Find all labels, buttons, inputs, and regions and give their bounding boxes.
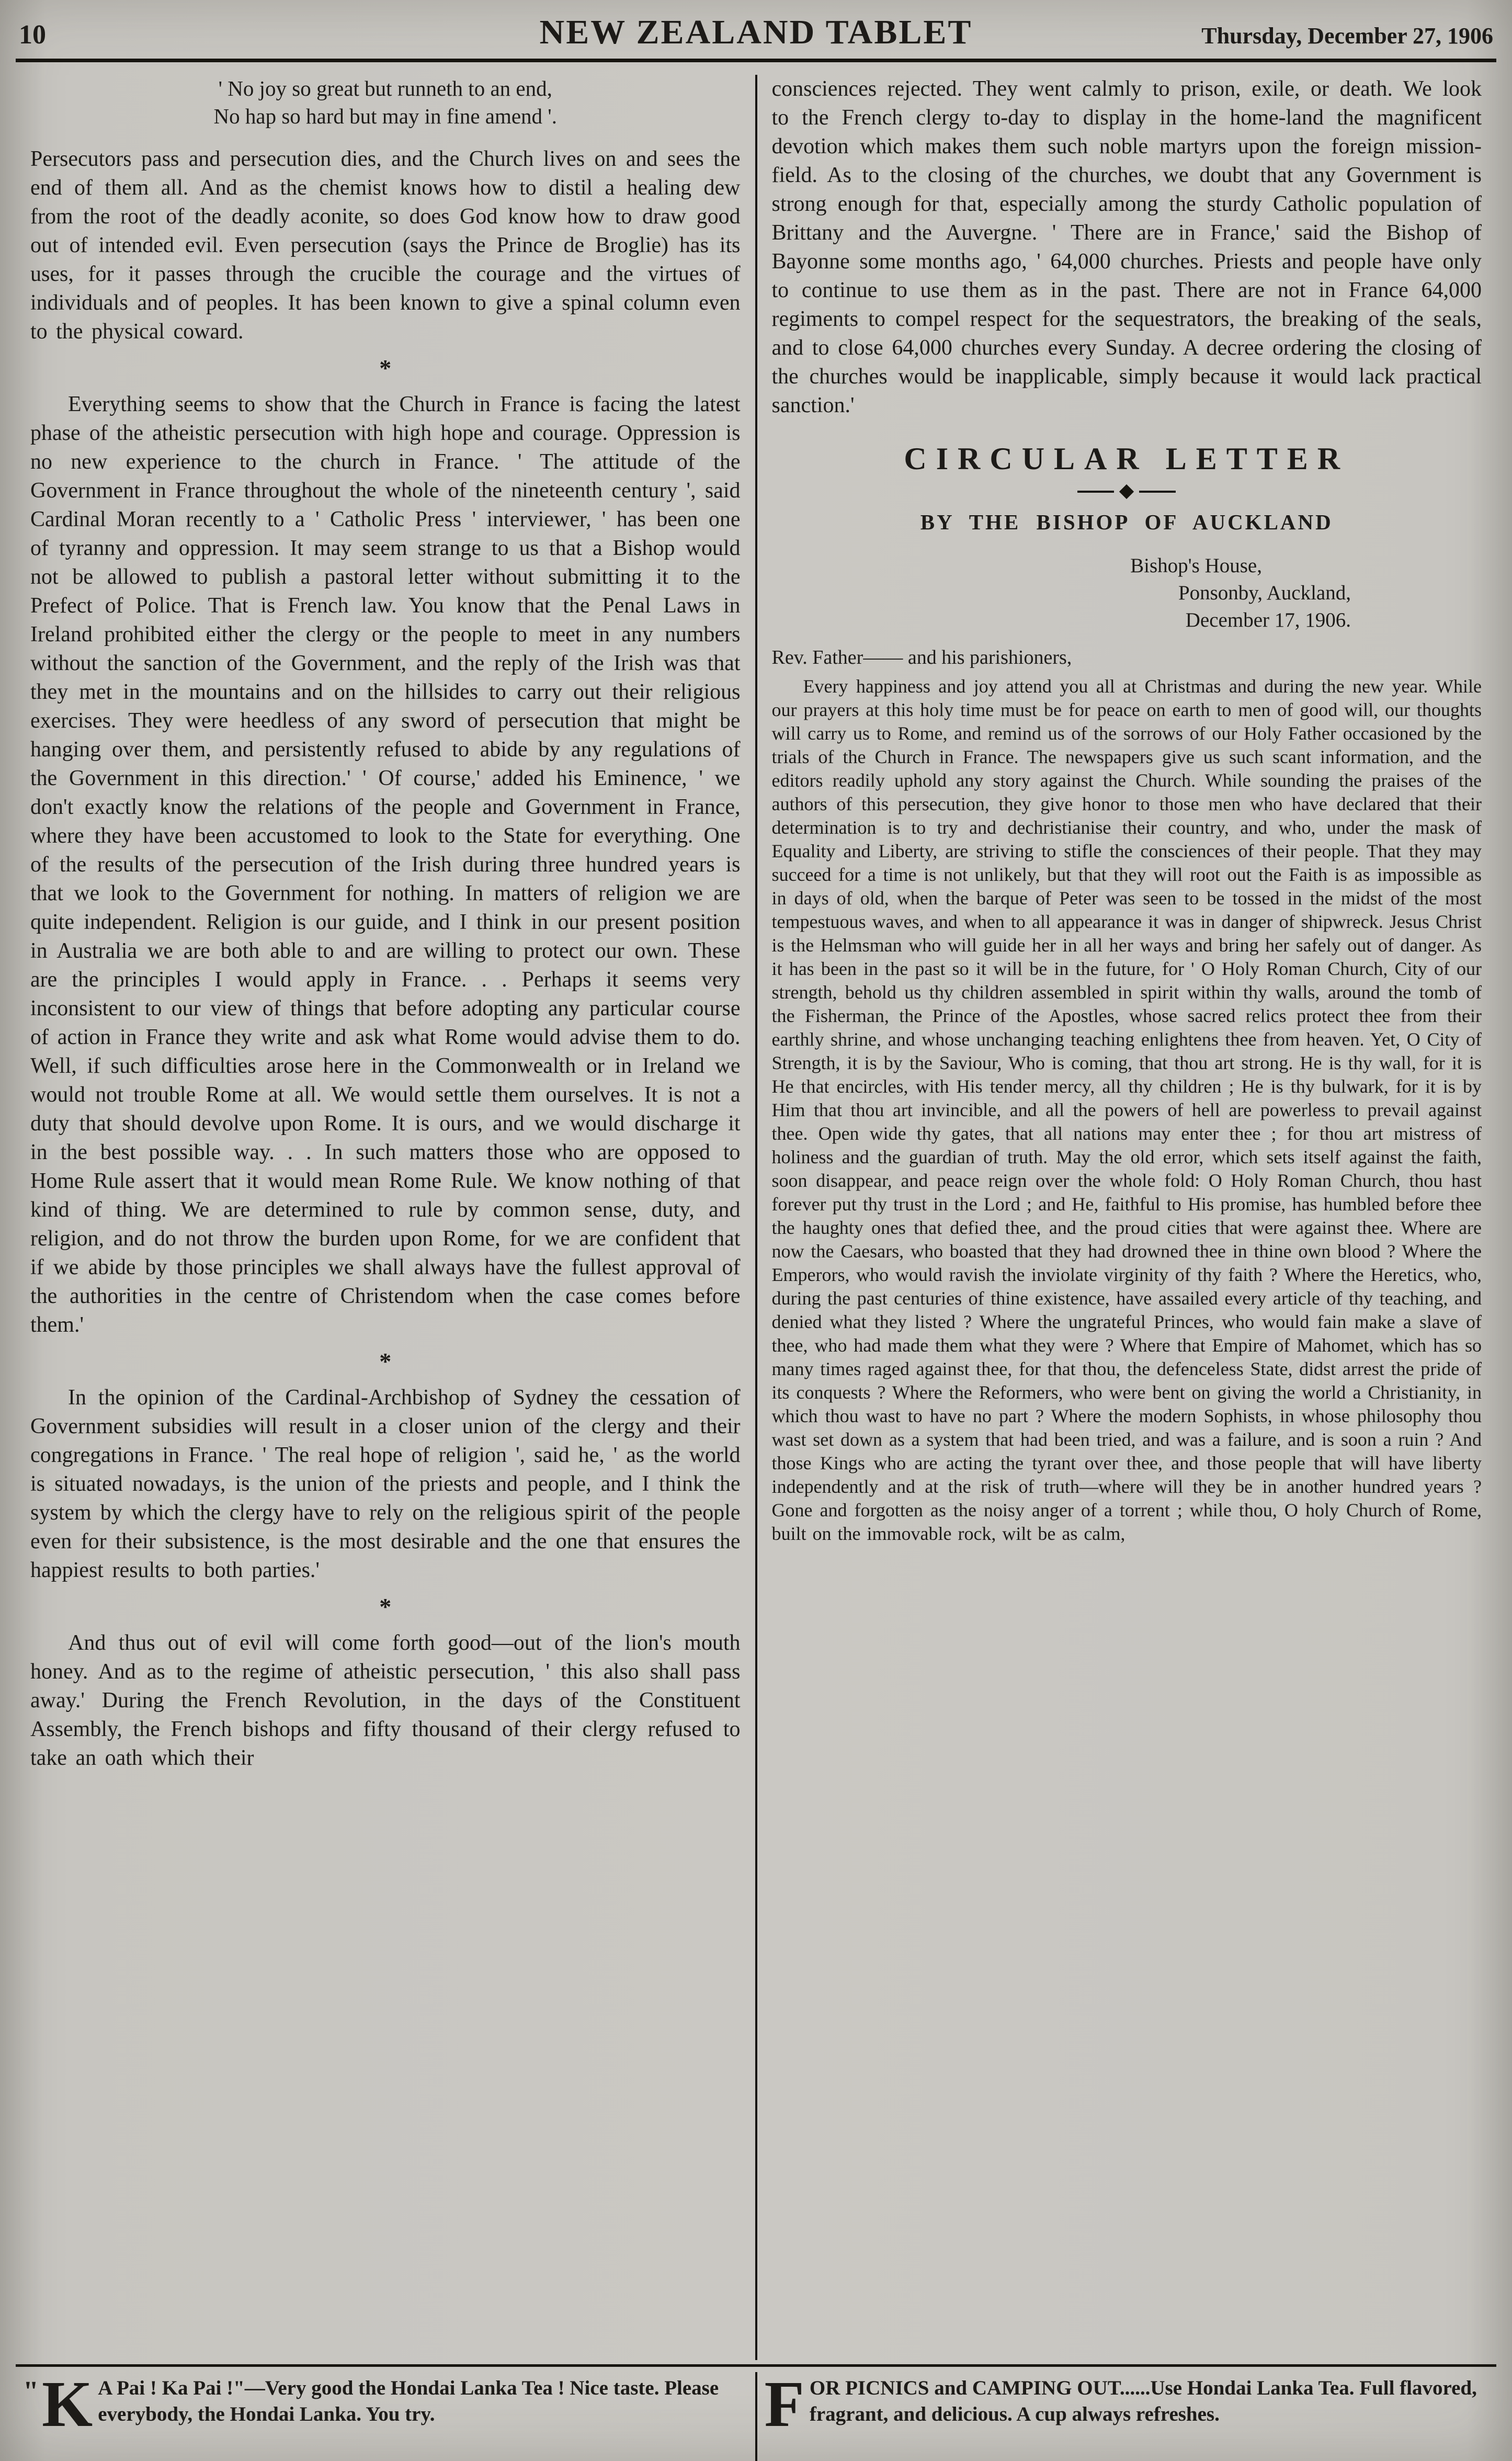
ad-right-text: OR PICNICS and CAMPING OUT......Use Hondai Lanka Tea. Full flavored, fragrant, and delicious. A cup always refreshes. [809, 2377, 1477, 2425]
epigraph-line-1: ' No joy so great but runneth to an end, [218, 76, 552, 100]
ad-hondai-lanka-tea-left [16, 2372, 755, 2461]
ad-hondai-lanka-tea-right [757, 2372, 1497, 2461]
letter-address-block [772, 552, 1482, 634]
page-header [16, 7, 1496, 56]
address-line-date: December 17, 1906. [1185, 609, 1351, 631]
circular-letter-heading: CIRCULAR LETTER [904, 441, 1350, 476]
heading-ornament [772, 486, 1482, 497]
address-line-house: Bishop's House, [1130, 554, 1262, 577]
ornament-line-left [1077, 491, 1114, 493]
section-separator: * [379, 355, 392, 381]
paragraph-continuation: consciences rejected. They went calmly to prison, exile, or death. We look to the French clergy to-day to display in the home-land the magnificent devotion which makes them such noble martyrs upon the foreign mission-field. As to the closing of the churches, we doubt that any Government is strong enough for that, especially among the sturdy Catholic population of Brittany and the Auvergne. ' There are in France,' said the Bishop of Bayonne some months ago, ' 64,000 churches. Priests and people have only to continue to use them as in the past. There are not in France 64,000 regiments to compel respect for the sequestrators, the breaking of the seals, and to close 64,000 churches every Sunday. A decree ordering the closing of the churches would be inapplicable, simply because it would lack practical sanction.' [771, 77, 1482, 417]
ad-left-text: A Pai ! Ka Pai !"—Very good the Hondai Lanka Tea ! Nice taste. Please everybody, the Hondai Lanka. You try. [98, 2377, 719, 2425]
letter-body: Every happiness and joy attend you all at Christmas and during the new year. While our prayers at this holy time must be for peace on earth to men of good will, our thoughts will carry us to Rome, and remind us of the sorrows of our Holy Father occasioned by the trials of the Church in France. The newspapers give us such scant information, and the editors readily uphold any story against the Church. While sounding the praises of the authors of this persecution, they give honor to those men who have declared that their determination is to try and dechristianise their country, and who, under the mask of Equality and Liberty, are striving to stifle the consciences of their people. That they may succeed for a time is not unlikely, but that they will root out the Faith is as impossible as in days of old, when the barque of Peter was seen to be tossed in the midst of the most tempestuous waves, and when to all appearance it was in danger of shipwreck. Jesus Christ is the Helmsman who will guide her in all her ways and bring her safely out of danger. As it has been in the past so it will be in the future, for ' O Holy Roman Church, City of our strength, behold us thy children assembled in spirit within thy walls, around the tomb of the Fisherman, the Prince of the Apostles, whose sacred relics protect thee from their earthly shrine, and whose unchanging teaching enlightens thee from heaven. Yet, O City of Strength, it is by the Saviour, Who is coming, that thou art strong. He is thy wall, for it is He that encircles, with His tender mercy, all thy children ; He is thy bulwark, for it is by Him that thou art invincible, and all the powers of hell are powerless to prevail against thee. Open wide thy gates, that all nations may enter thee ; for thou art mistress of holiness and the guardian of truth. May the old error, which sets itself against the faith, soon disappear, and peace reign over the whole fold: O Holy Roman Church, thou hast forever put thy trust in the Lord ; and He, faithful to His promise, has humbled before thee the haughty ones that defied thee, and the proud cities that were against thee. Where are now the Caesars, who boasted that they had drowned thee in thine own blood ? Where the Emperors, who would ravish the inviolate virginity of thy faith ? Where the Heretics, who, during the past centuries of thine existence, have assailed every article of thy teaching, and denied what they listed ? Where the ungrateful Princes, who would fain make a slave of thee, who had made them what they were ? Where that Empire of Mahomet, which has so many times raged against thee, for that thou, the defenceless State, didst arrest the pride of its conquests ? Where the Reformers, who were bent on giving the world a Christianity, in which thou wast to have no part ? Where the modern Sophists, in whose philosophy thou wast set down as a system that had been tried, and was a failure, and is soon a ruin ? And those Kings who are acting the tyrant over thee, and those people that will have liberty independently and at the risk of truth—where will they be in another hundred years ? Gone and forgotten as the noisy anger of a torrent ; while thou, O holy Church of Rome, built on the immovable rock, wilt be as calm, [771, 676, 1482, 1544]
letter-salutation: Rev. Father—— and his parishioners, [771, 647, 1072, 668]
page-number: 10 [19, 20, 46, 50]
masthead-title: NEW ZEALAND TABLET [539, 13, 973, 51]
diamond-ornament-icon [1119, 484, 1134, 499]
ad-dropcap-f: F [764, 2372, 804, 2441]
bishop-of-auckland-subheading: BY THE BISHOP OF AUCKLAND [920, 510, 1333, 534]
issue-date: Thursday, December 27, 1906 [1201, 23, 1493, 49]
section-separator: * [379, 1348, 392, 1375]
ad-open-quote: " [23, 2375, 39, 2407]
right-column [757, 75, 1497, 2360]
paragraph-persecutors: Persecutors pass and persecution dies, and the Church lives on and sees the end of them all. And as the chemist knows how to distil a healing dew from the root of the deadly aconite, so does God know how to draw good out of intended evil. Even persecution (says the Prince de Broglie) has its uses, for it passes through the crucible the courage and the virtues of individuals and of peoples. It has been known to give a spinal column even to the physical coward. [30, 147, 741, 344]
ornament-line-right [1139, 491, 1176, 493]
paragraph-church-in-france: Everything seems to show that the Church in France is facing the latest phase of the atheistic persecution with high hope and courage. Oppression is no new experience to the church in France. ' The attitude of the Government in France throughout the whole of the nineteenth century ', said Cardinal Moran recently to a ' Catholic Press ' interviewer, ' has been one of tyranny and oppression. It may seem strange to us that a Bishop would not be allowed to publish a pastoral letter without submitting it to the Prefect of Police. That is French law. You know that the Penal Laws in Ireland prohibited either the clergy or the people to meet in any numbers without the sanction of the Government, and the reply of the Irish was that they met in the mountains and on the hillsides to carry out their religious exercises. They were heedless of any sword of persecution that might be hanging over them, and persistently refused to abide by any regulations of the Government in this direction.' ' Of course,' added his Eminence, ' we don't exactly know the relations of the people and Government in France, where they have been accustomed to look to the State for everything. One of the results of the persecution of the Irish during three hundred years is that we look to the Government for nothing. In matters of religion we are quite independent. Religion is our guide, and I think in our present position in Australia we are both able to and are willing to protect our own. These are the principles I would apply in France. . . Perhaps it seems very inconsistent to our view of things that before adopting any particular course of action in France they write and ask what Rome would advise them to do. Well, if such difficulties arose here in the Commonwealth or in Ireland we would not trouble Rome at all. We would settle them ourselves. It is not a duty that should devolve upon Rome. It is ours, and we would discharge it in the best possible way. . . In such matters those who are opposed to Home Rule assert that it would mean Rome Rule. We know nothing of that kind of thing. We are determined to rule by common sense, duty, and religion, and do not throw the burden upon Rome, for we are confident that if we abide by those principles we shall always have the fullest approval of the authorities in the centre of Christendom when the case comes before them.' [30, 392, 741, 1337]
footer-ads [16, 2367, 1496, 2461]
address-line-city: Ponsonby, Auckland, [1178, 582, 1351, 604]
epigraph-line-2: No hap so hard but may in fine amend '. [213, 104, 557, 128]
paragraph-cardinal-archbishop: In the opinion of the Cardinal-Archbishop of Sydney the cessation of Government subsidies will result in a closer union of the clergy and their congregations in France. ' The real hope of religion ', said he, ' as the world is situated nowadays, is the union of the priests and people, and I think the system by which the clergy have to rely on the religious spirit of the people even for their subsistence, is the most desirable and the one that ensures the happiest results to both parties.' [30, 1386, 741, 1582]
paragraph-out-of-evil: And thus out of evil will come forth good—out of the lion's mouth honey. And as to the regime of atheistic persecution, ' this also shall pass away.' During the French Revolution, in the days of the Constituent Assembly, the French bishops and fifty thousand of their clergy refused to take an oath which their [30, 1631, 741, 1770]
header-rule [16, 59, 1496, 62]
article-columns [16, 62, 1496, 2360]
epigraph [30, 75, 741, 130]
left-column [16, 75, 755, 2360]
section-separator: * [379, 1593, 392, 1620]
ad-dropcap-k: K [41, 2372, 93, 2441]
